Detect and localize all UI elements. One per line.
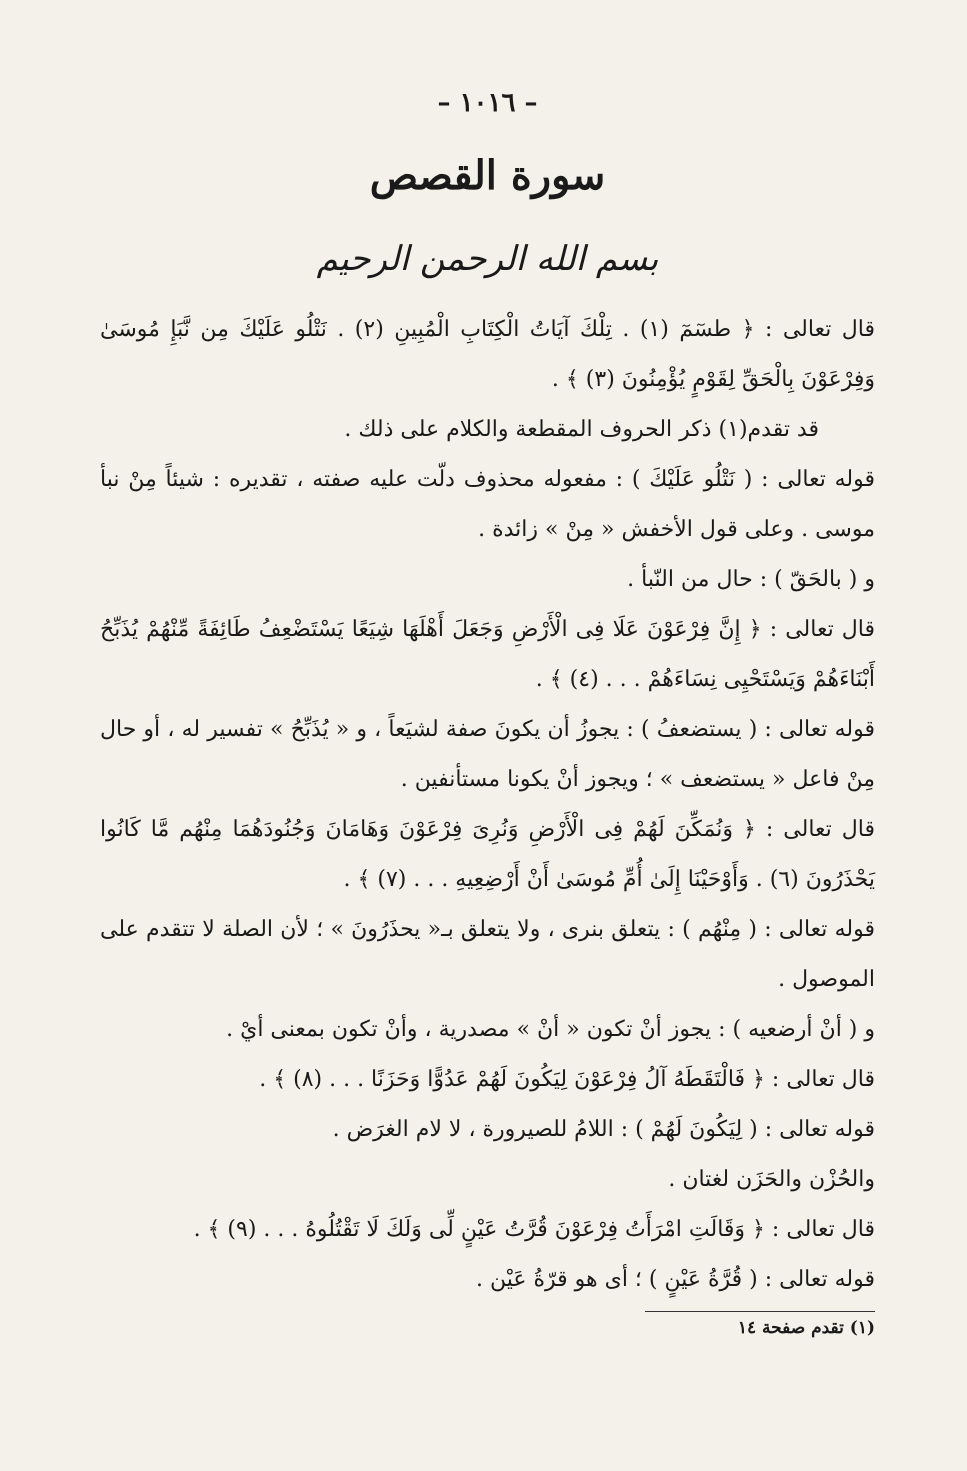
paragraph: قال تعالى : ﴿ فَالْتَقَطَهُ آلُ فِرْعَوْنَ لِيَكُونَ لَهُمْ عَدُوًّا وَحَزَنًا . . . (٨) ﴾ . — [259, 1067, 875, 1092]
paragraph: قال تعالى : ﴿ وَقَالَتِ امْرَأَتُ فِرْعَوْنَ قُرَّتُ عَيْنٍ لِّى وَلَكَ لَا تَقْتُلُوهُ . . . (٩) ﴾ . — [193, 1217, 875, 1242]
paragraph: قوله تعالى : ( مِنْهُم ) : يتعلق بنرى ، ولا يتعلق بـ« يحذَرُونَ » ؛ لأن الصلة لا تتقدم على الموصول . — [100, 917, 875, 992]
paragraph: و ( أنْ أرضعيه ) : يجوز أنْ تكون « أنْ » مصدرية ، وأنْ تكون بمعنى أيْ . — [226, 1017, 875, 1042]
paragraph: قوله تعالى : ( نَتْلُو عَلَيْكَ ) : مفعوله محذوف دلّت عليه صفته ، تقديره : شيئاً مِنْ نبأ موسى . وعلى قول الأخفش « مِنْ » زائدة . — [100, 467, 875, 542]
paragraph: قال تعالى : ﴿ إِنَّ فِرْعَوْنَ عَلَا فِى الْأَرْضِ وَجَعَلَ أَهْلَهَا شِيَعًا يَسْتَضْعِفُ طَائِفَةً مِّنْهُمْ يُذَبِّحُ أَبْنَاءَهُمْ وَيَسْتَحْيِى نِسَاءَهُمْ . . . (٤) ﴾ . — [100, 617, 875, 692]
paragraph: قوله تعالى : ( قُرَّةُ عَيْنٍ ) ؛ أى هو قرّةُ عَيْن . — [475, 1267, 875, 1292]
main-text — [100, 305, 875, 1305]
paragraph: و ( بالحَقّ ) : حال من النّبأ . — [627, 567, 875, 592]
paragraph: قوله تعالى : ( يستضعفُ ) : يجوزُ أن يكونَ صفة لشيَعاً ، و « يُذَبِّحُ » تفسير له ، أو حال مِنْ فاعل « يستضعف » ؛ ويجوز أنْ يكونا مستأنفين . — [100, 717, 875, 792]
surah-title: سورة القصص — [369, 152, 606, 199]
paragraph: قد تقدم(١) ذكر الحروف المقطعة والكلام على ذلك . — [344, 417, 819, 442]
footnote-divider — [645, 1311, 875, 1312]
footnote: (١) تقدم صفحة ١٤ — [737, 1318, 875, 1338]
basmala: بسم الله الرحمن الرحيم — [316, 239, 659, 279]
paragraph: قوله تعالى : ( لِيَكُونَ لَهُمْ ) : اللامُ للصيرورة ، لا لام الغرَض . — [332, 1117, 875, 1142]
paragraph: والحُزْن والحَزَن لغتان . — [668, 1167, 875, 1192]
page-number: – ١٠١٦ – — [437, 88, 538, 118]
paragraph: قال تعالى : ﴿ طسٓمٓ (١) . تِلْكَ آيَاتُ الْكِتَابِ الْمُبِينِ (٢) . نَتْلُو عَلَيْكَ مِن نَّبَإِ مُوسَىٰ وَفِرْعَوْنَ بِالْحَقِّ لِقَوْمٍ يُؤْمِنُونَ (٣) ﴾ . — [100, 317, 875, 392]
paragraph: قال تعالى : ﴿ وَنُمَكِّنَ لَهُمْ فِى الْأَرْضِ وَنُرِىَ فِرْعَوْنَ وَهَامَانَ وَجُنُودَهُمَا مِنْهُم مَّا كَانُوا يَحْذَرُونَ (٦) . وَأَوْحَيْنَا إِلَىٰ أُمِّ مُوسَىٰ أَنْ أَرْضِعِيهِ . . . (٧) ﴾ . — [100, 817, 875, 892]
